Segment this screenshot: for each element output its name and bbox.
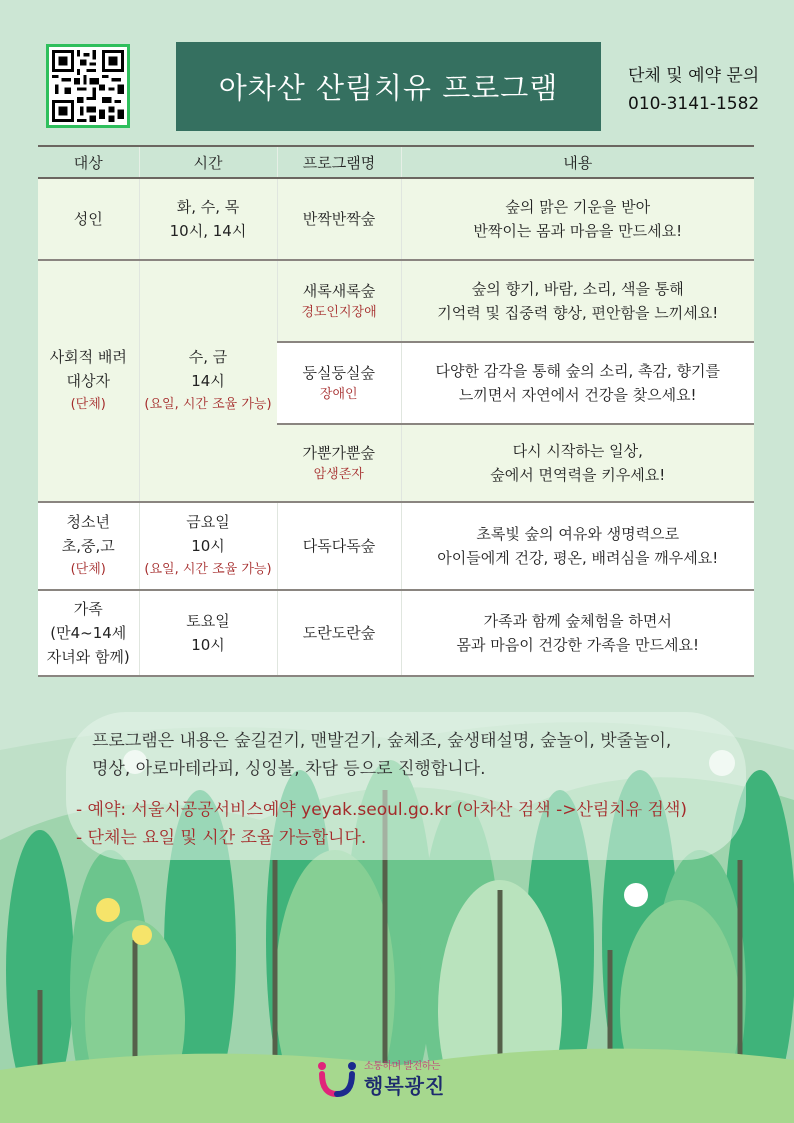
time-adjust-note: (요일, 시간 조율 가능) <box>144 562 272 577</box>
audience-label: 암생존자 <box>313 467 364 482</box>
group-note: (단체) <box>70 397 106 412</box>
time-cell: 수, 금 14시 (요일, 시간 조율 가능) <box>139 260 277 502</box>
title-banner <box>176 42 601 131</box>
page-title: 아차산 산림치유 프로그램 <box>218 71 559 105</box>
target-cell: 사회적 배려 대상자 (단체) <box>38 260 139 502</box>
audience-label: 경도인지장애 <box>301 305 377 320</box>
qr-code-icon[interactable] <box>46 44 130 128</box>
contact-phone[interactable]: 010-3141-1582 <box>628 94 760 114</box>
target-cell: 청소년 초,중,고 (단체) <box>38 502 139 590</box>
content-cell: 다양한 감각을 통해 숲의 소리, 촉감, 향기를 느끼면서 자연에서 건강을 찾으세요! <box>401 342 754 424</box>
time-cell: 토요일 10시 <box>139 590 277 676</box>
reservation-notes <box>76 796 687 852</box>
program-cell: 가뿐가뿐숲 암생존자 <box>277 424 401 502</box>
target-cell: 가족 (만4~14세 자녀와 함께) <box>38 590 139 676</box>
program-cell: 새록새록숲 경도인지장애 <box>277 260 401 342</box>
content-cell: 초록빛 숲의 여유와 생명력으로 아이들에게 건강, 평온, 배려심을 깨우세요! <box>401 502 754 590</box>
program-table <box>38 145 754 677</box>
content-cell: 숲의 향기, 바람, 소리, 색을 통해 기억력 및 집중력 향상, 편안함을 느끼세요! <box>401 260 754 342</box>
program-cell: 도란도란숲 <box>277 590 401 676</box>
notes-line-2: 명상, 아로마테라피, 싱잉볼, 차담 등으로 진행합니다. <box>92 759 486 779</box>
group-adjust-note: - 단체는 요일 및 시간 조율 가능합니다. <box>76 828 367 848</box>
content-cell: 가족과 함께 숲체험을 하면서 몸과 마음이 건강한 가족을 만드세요! <box>401 590 754 676</box>
logo-name: 행복광진 <box>364 1074 446 1098</box>
smile-logo-icon <box>316 1060 358 1098</box>
target-cell: 성인 <box>38 178 139 260</box>
contact-label: 단체 및 예약 문의 <box>628 66 760 86</box>
content-cell: 숲의 맑은 기운을 받아 반짝이는 몸과 마음을 만드세요! <box>401 178 754 260</box>
table-row <box>38 502 754 590</box>
gwangjin-logo <box>316 1060 445 1098</box>
program-cell: 다독다독숲 <box>277 502 401 590</box>
time-cell: 화, 수, 목 10시, 14시 <box>139 178 277 260</box>
logo-slogan: 소통하며 발전하는 <box>364 1061 440 1072</box>
audience-label: 장애인 <box>319 387 358 402</box>
reservation-link[interactable]: - 예약: 서울시공공서비스예약 yeyak.seoul.go.kr (아차산 검색 ->산림치유 검색) <box>76 800 688 820</box>
program-notes <box>92 727 671 783</box>
group-note: (단체) <box>70 562 106 577</box>
time-cell: 금요일 10시 (요일, 시간 조율 가능) <box>139 502 277 590</box>
table-row <box>38 178 754 260</box>
header-program: 프로그램명 <box>277 146 401 178</box>
notes-line-1: 프로그램은 내용은 숲길걷기, 맨발걷기, 숲체조, 숲생태설명, 숲놀이, 밧줄놀이, <box>92 731 672 751</box>
header-time: 시간 <box>139 146 277 178</box>
header-target: 대상 <box>38 146 139 178</box>
program-cell: 둥실둥실숲 장애인 <box>277 342 401 424</box>
table-row <box>38 260 754 342</box>
table-row <box>38 590 754 676</box>
time-adjust-note: (요일, 시간 조율 가능) <box>144 397 272 412</box>
program-cell: 반짝반짝숲 <box>277 178 401 260</box>
header-content: 내용 <box>401 146 754 178</box>
table-header-row <box>38 146 754 178</box>
content-cell: 다시 시작하는 일상, 숲에서 면역력을 키우세요! <box>401 424 754 502</box>
contact-info <box>628 62 759 118</box>
